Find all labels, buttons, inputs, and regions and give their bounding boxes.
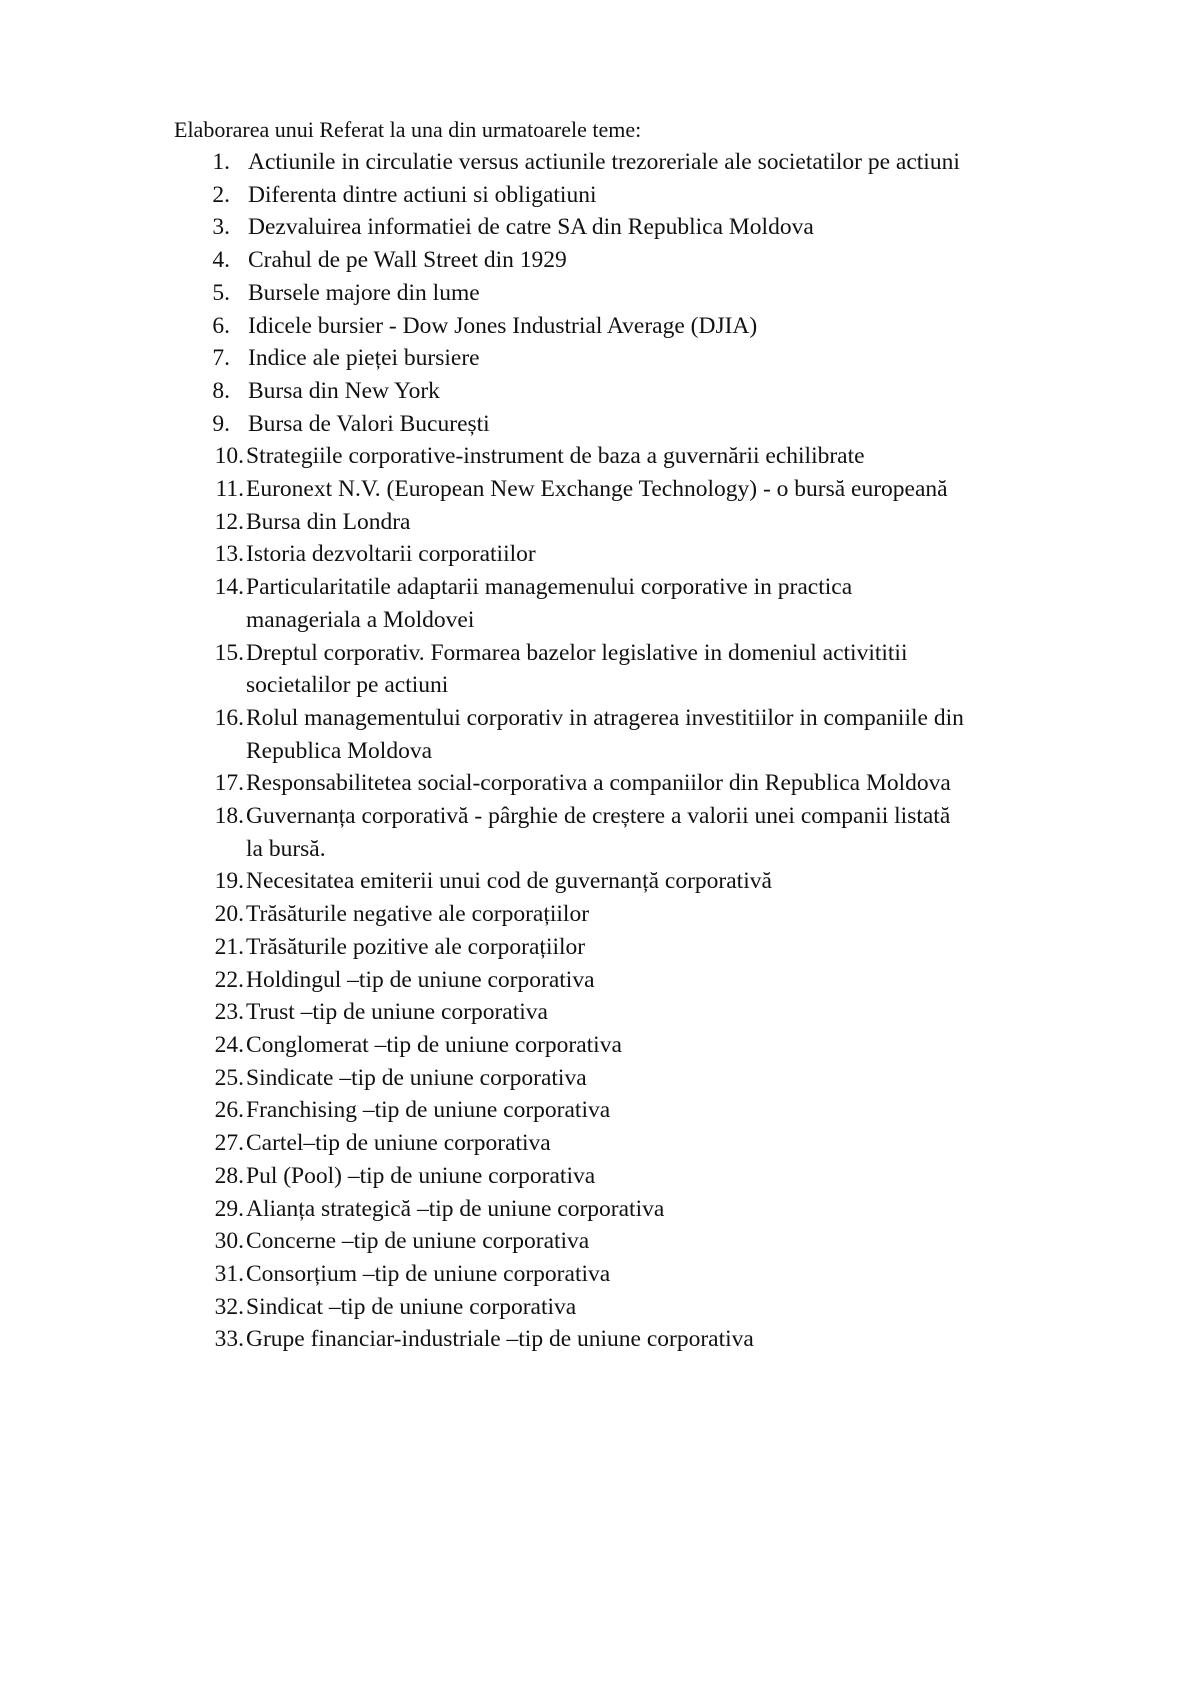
topic-text: Responsabilitetea social-corporativa a companiilor din Republica Moldova bbox=[246, 770, 951, 797]
topic-text: Cartel–tip de uniune corporativa bbox=[246, 1130, 551, 1157]
topic-number: 10. bbox=[214, 443, 244, 470]
topic-number: 8. bbox=[212, 377, 230, 404]
topic-item bbox=[0, 800, 1200, 865]
topic-item bbox=[0, 375, 1200, 408]
topic-number: 4. bbox=[212, 247, 230, 274]
topic-number: 18. bbox=[214, 803, 244, 830]
topic-text: Indice ale pieței bursiere bbox=[248, 345, 480, 372]
topic-number: 31. bbox=[214, 1260, 244, 1287]
topic-number: 24. bbox=[214, 1031, 244, 1058]
topic-text: Necesitatea emiterii unui cod de guvernanță corporativă bbox=[246, 868, 772, 895]
topic-item bbox=[0, 1323, 1200, 1356]
topic-text: Dezvaluirea informatiei de catre SA din Republica Moldova bbox=[248, 214, 814, 241]
topic-number: 9. bbox=[212, 410, 230, 437]
topic-list bbox=[0, 146, 1200, 1356]
topic-item bbox=[0, 473, 1200, 506]
topic-number: 14. bbox=[214, 574, 244, 601]
topic-text: Holdingul –tip de uniune corporativa bbox=[246, 966, 595, 993]
topic-text: Consorțium –tip de uniune corporativa bbox=[246, 1260, 611, 1287]
topic-number: 30. bbox=[214, 1228, 244, 1255]
topic-text: Idicele bursier - Dow Jones Industrial Average (DJIA) bbox=[248, 312, 758, 339]
topic-text: Franchising –tip de uniune corporativa bbox=[246, 1097, 611, 1124]
topic-item bbox=[0, 637, 1200, 702]
topic-text: Euronext N.V. (European New Exchange Technology) - o bursă europeană bbox=[246, 476, 948, 503]
topic-text: Concerne –tip de uniune corporativa bbox=[246, 1228, 590, 1255]
topic-text: Bursa din Londra bbox=[246, 508, 411, 535]
topic-text: Crahul de pe Wall Street din 1929 bbox=[248, 247, 567, 274]
topic-number: 33. bbox=[214, 1326, 244, 1353]
topic-text: Grupe financiar-industriale –tip de uniune corporativa bbox=[246, 1326, 754, 1353]
topic-text: Alianța strategică –tip de uniune corporativa bbox=[246, 1195, 665, 1222]
topic-text: Strategiile corporative-instrument de baza a guvernării echilibrate bbox=[246, 443, 865, 470]
topic-number: 23. bbox=[214, 999, 244, 1026]
topic-text: Bursa de Valori București bbox=[248, 410, 490, 437]
topic-item bbox=[0, 506, 1200, 539]
topic-number: 6. bbox=[212, 312, 230, 339]
topic-number: 26. bbox=[214, 1097, 244, 1124]
topic-item bbox=[0, 211, 1200, 244]
topic-number: 2. bbox=[212, 181, 230, 208]
topic-item bbox=[0, 310, 1200, 343]
topic-text: Istoria dezvoltarii corporatiilor bbox=[246, 541, 536, 568]
topic-item bbox=[0, 538, 1200, 571]
topic-item bbox=[0, 1225, 1200, 1258]
topic-number: 1. bbox=[212, 149, 230, 175]
topic-number: 20. bbox=[214, 901, 244, 928]
topic-number: 32. bbox=[214, 1293, 244, 1320]
topic-item bbox=[0, 440, 1200, 473]
topic-number: 15. bbox=[214, 639, 244, 666]
topic-text: Guvernanța corporativă - pârghie de creștere a valorii unei companii listată bbox=[246, 803, 951, 830]
topic-number: 19. bbox=[214, 868, 244, 895]
topic-item bbox=[0, 767, 1200, 800]
topic-text: Conglomerat –tip de uniune corporativa bbox=[246, 1031, 622, 1058]
topic-item bbox=[0, 1160, 1200, 1193]
topic-text: Trăsăturile negative ale corporațiilor bbox=[246, 901, 590, 928]
topic-item bbox=[0, 179, 1200, 212]
topic-item bbox=[0, 996, 1200, 1029]
topic-text-continuation: societalilor pe actiuni bbox=[246, 672, 449, 699]
topic-item bbox=[0, 244, 1200, 277]
topic-item bbox=[0, 964, 1200, 997]
topic-item bbox=[0, 865, 1200, 898]
topic-item bbox=[0, 1029, 1200, 1062]
topic-text: Bursele majore din lume bbox=[248, 279, 480, 306]
topic-number: 7. bbox=[212, 345, 230, 372]
topic-item bbox=[0, 408, 1200, 441]
topic-item bbox=[0, 898, 1200, 931]
topic-number: 16. bbox=[214, 704, 244, 731]
topic-text: Pul (Pool) –tip de uniune corporativa bbox=[246, 1162, 596, 1189]
topic-number: 29. bbox=[214, 1195, 244, 1222]
topic-number: 3. bbox=[212, 214, 230, 241]
topic-number: 21. bbox=[214, 933, 244, 960]
document-intro: Elaborarea unui Referat la una din urmatoarele teme: bbox=[174, 117, 642, 142]
topic-number: 17. bbox=[214, 770, 244, 797]
topic-number: 13. bbox=[214, 541, 244, 568]
topic-text: Actiunile in circulatie versus actiunile trezoreriale ale societatilor pe actiuni bbox=[248, 149, 960, 175]
topic-item bbox=[0, 146, 1200, 179]
topic-number: 5. bbox=[212, 279, 230, 306]
topic-item bbox=[0, 1258, 1200, 1291]
topic-item bbox=[0, 931, 1200, 964]
topic-text: Trăsăturile pozitive ale corporațiilor bbox=[246, 933, 586, 960]
topic-text: Sindicate –tip de uniune corporativa bbox=[246, 1064, 587, 1091]
topic-text-continuation: la bursă. bbox=[246, 835, 326, 862]
topic-number: 25. bbox=[214, 1064, 244, 1091]
topic-item bbox=[0, 1094, 1200, 1127]
topic-number: 28. bbox=[214, 1162, 244, 1189]
topic-item bbox=[0, 342, 1200, 375]
topic-item bbox=[0, 1193, 1200, 1226]
topic-number: 11. bbox=[215, 476, 244, 503]
topic-number: 22. bbox=[214, 966, 244, 993]
topic-text: Rolul managementului corporativ in atragerea investitiilor in companiile din bbox=[246, 704, 964, 731]
topic-text: Dreptul corporativ. Formarea bazelor legislative in domeniul activititii bbox=[246, 639, 908, 666]
topic-text: Sindicat –tip de uniune corporativa bbox=[246, 1293, 577, 1320]
topic-item bbox=[0, 1062, 1200, 1095]
topic-number: 27. bbox=[214, 1130, 244, 1157]
topic-text: Diferenta dintre actiuni si obligatiuni bbox=[248, 181, 597, 208]
topic-item bbox=[0, 1127, 1200, 1160]
topic-number: 12. bbox=[214, 508, 244, 535]
topic-item bbox=[0, 571, 1200, 636]
topic-item bbox=[0, 1291, 1200, 1324]
topic-text: Bursa din New York bbox=[248, 377, 440, 404]
topic-item bbox=[0, 702, 1200, 767]
topic-item bbox=[0, 277, 1200, 310]
topic-text-continuation: Republica Moldova bbox=[246, 737, 433, 764]
topic-text: Particularitatile adaptarii managemenului corporative in practica bbox=[246, 574, 853, 601]
topic-text: Trust –tip de uniune corporativa bbox=[246, 999, 548, 1026]
topic-text-continuation: manageriala a Moldovei bbox=[246, 606, 475, 633]
